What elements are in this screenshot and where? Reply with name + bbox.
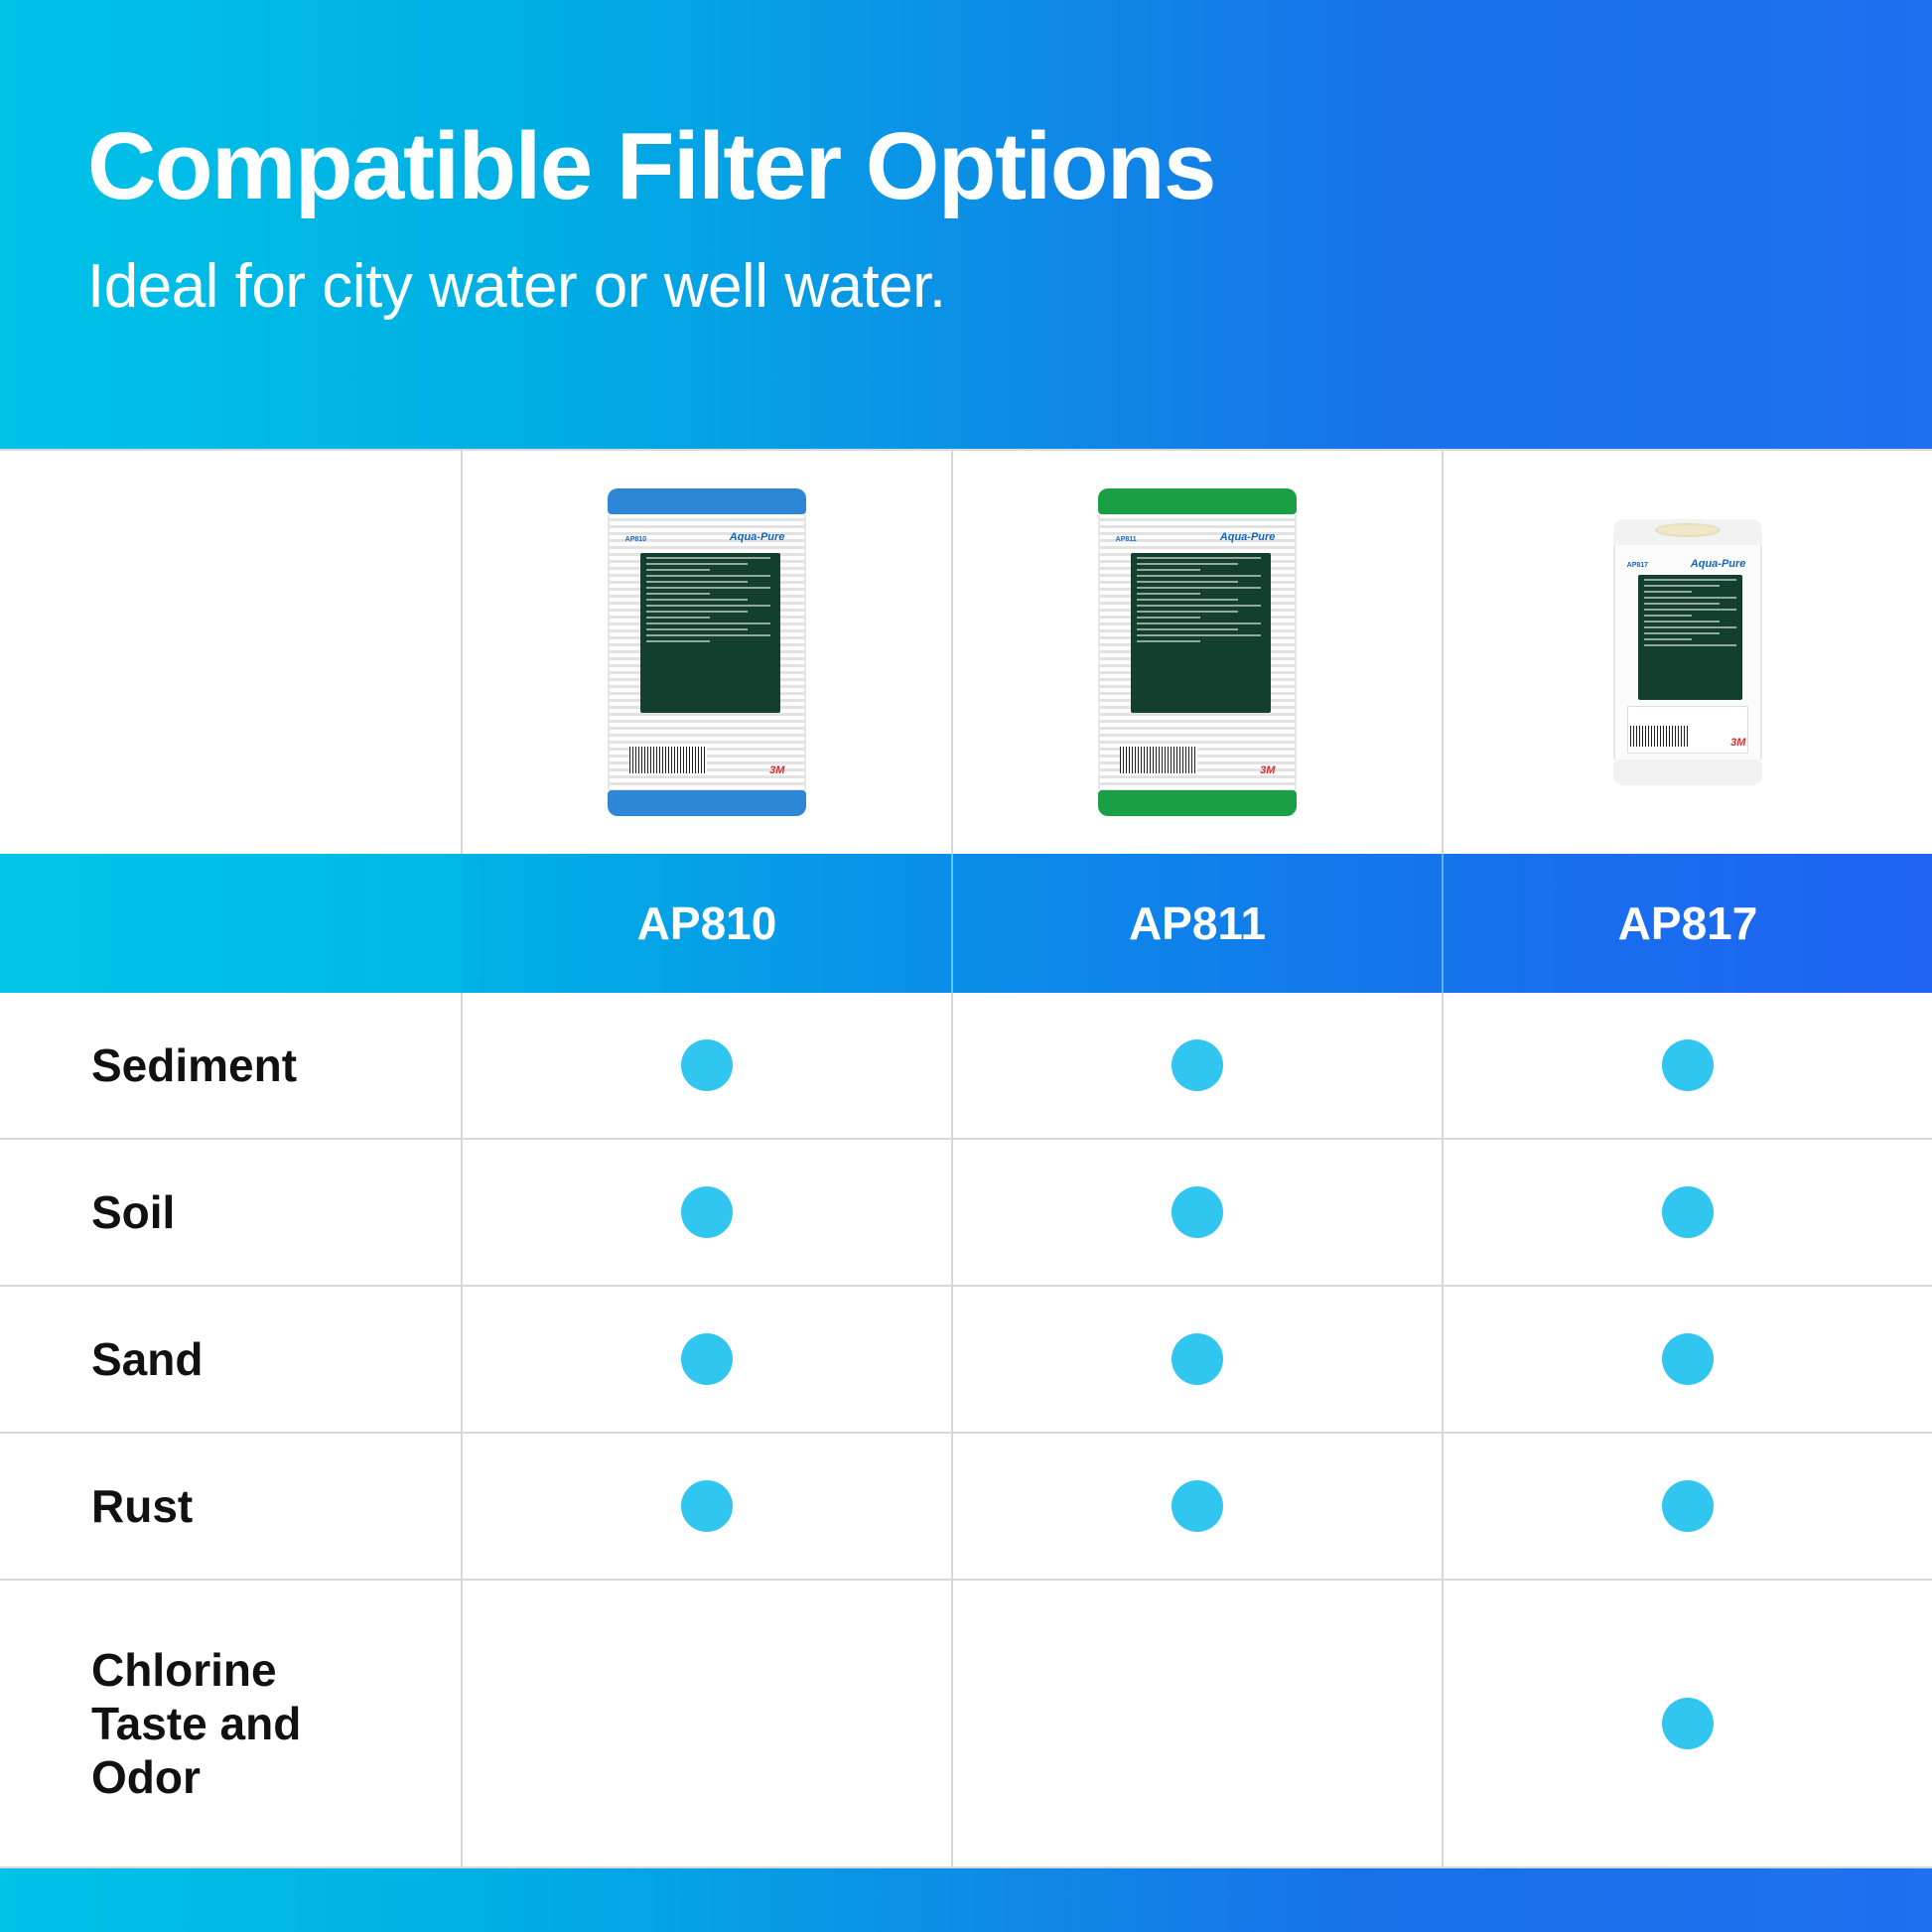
feature-value-cell [1444, 1140, 1932, 1285]
brand-logo: 3M [1260, 764, 1276, 777]
filled-circle-icon [1662, 1480, 1714, 1532]
cartridge-info-label [1638, 575, 1742, 699]
feature-value-cell [953, 993, 1444, 1138]
table-row [0, 1581, 1932, 1868]
feature-label-cell [0, 1140, 463, 1285]
filled-circle-icon [681, 1480, 733, 1532]
feature-label-cell [0, 1287, 463, 1432]
feature-value-cell [1444, 1434, 1932, 1579]
table-row [0, 1140, 1932, 1287]
filled-circle-icon [1662, 1186, 1714, 1238]
cartridge-sku-label: AP811 [1115, 536, 1137, 544]
footer-bar [0, 1868, 1932, 1932]
feature-value-cell [463, 1140, 953, 1285]
feature-label: Sediment [91, 1038, 298, 1091]
feature-value-cell [1444, 1581, 1932, 1866]
brand-logo: 3M [769, 764, 785, 777]
table-row [0, 993, 1932, 1140]
feature-label: Chlorine Taste and Odor [91, 1643, 302, 1804]
cartridge-center-hole [1655, 523, 1721, 537]
product-image-cell-ap811 [953, 451, 1444, 854]
feature-value-cell [1444, 1287, 1932, 1432]
image-row-spacer [0, 451, 463, 854]
filled-circle-icon [1172, 1480, 1223, 1532]
column-header-ap811: AP811 [953, 854, 1444, 993]
cartridge-sku-label: AP810 [624, 536, 647, 544]
product-image-row [0, 451, 1932, 854]
filled-circle-icon [681, 1039, 733, 1091]
feature-value-cell [953, 1287, 1444, 1432]
header-row-spacer [0, 854, 463, 993]
feature-label: Soil [91, 1185, 176, 1238]
product-header-row [0, 854, 1932, 993]
feature-value-cell [953, 1581, 1444, 1866]
feature-value-cell [463, 1434, 953, 1579]
filter-cartridge-icon [1613, 519, 1762, 785]
feature-value-cell [463, 1287, 953, 1432]
column-header-ap817: AP817 [1444, 854, 1932, 993]
product-image-cell-ap817 [1444, 451, 1932, 854]
product-image-cell-ap810 [463, 451, 953, 854]
column-header-ap810: AP810 [463, 854, 953, 993]
filter-cartridge-icon [1098, 488, 1297, 816]
feature-value-cell [463, 1581, 953, 1866]
cartridge-info-label [640, 553, 780, 713]
page-title: Compatible Filter Options [87, 113, 1215, 219]
barcode-icon [1630, 726, 1688, 748]
filled-circle-icon [1662, 1039, 1714, 1091]
cartridge-brand-label: Aqua-Pure [1219, 530, 1276, 543]
feature-label: Sand [91, 1332, 204, 1385]
feature-value-cell [953, 1434, 1444, 1579]
header-banner [0, 0, 1932, 449]
table-row [0, 1287, 1932, 1434]
filled-circle-icon [681, 1333, 733, 1385]
filled-circle-icon [1172, 1039, 1223, 1091]
brand-logo: 3M [1730, 737, 1746, 750]
feature-label-cell [0, 1581, 463, 1866]
feature-label-cell [0, 993, 463, 1138]
filled-circle-icon [1172, 1333, 1223, 1385]
feature-value-cell [1444, 993, 1932, 1138]
page-subtitle: Ideal for city water or well water. [87, 251, 946, 321]
feature-label: Rust [91, 1479, 194, 1532]
barcode-icon [1120, 747, 1197, 774]
cartridge-brand-label: Aqua-Pure [1690, 558, 1746, 571]
feature-value-cell [463, 993, 953, 1138]
filled-circle-icon [681, 1186, 733, 1238]
filled-circle-icon [1662, 1333, 1714, 1385]
comparison-table [0, 449, 1932, 1868]
table-row [0, 1434, 1932, 1581]
cartridge-info-label [1131, 553, 1271, 713]
feature-label-cell [0, 1434, 463, 1579]
feature-value-cell [953, 1140, 1444, 1285]
filled-circle-icon [1172, 1186, 1223, 1238]
cartridge-brand-label: Aqua-Pure [729, 530, 785, 543]
cartridge-sku-label: AP817 [1626, 562, 1649, 570]
filter-cartridge-icon [608, 488, 806, 816]
barcode-icon [629, 747, 707, 774]
filled-circle-icon [1662, 1698, 1714, 1749]
